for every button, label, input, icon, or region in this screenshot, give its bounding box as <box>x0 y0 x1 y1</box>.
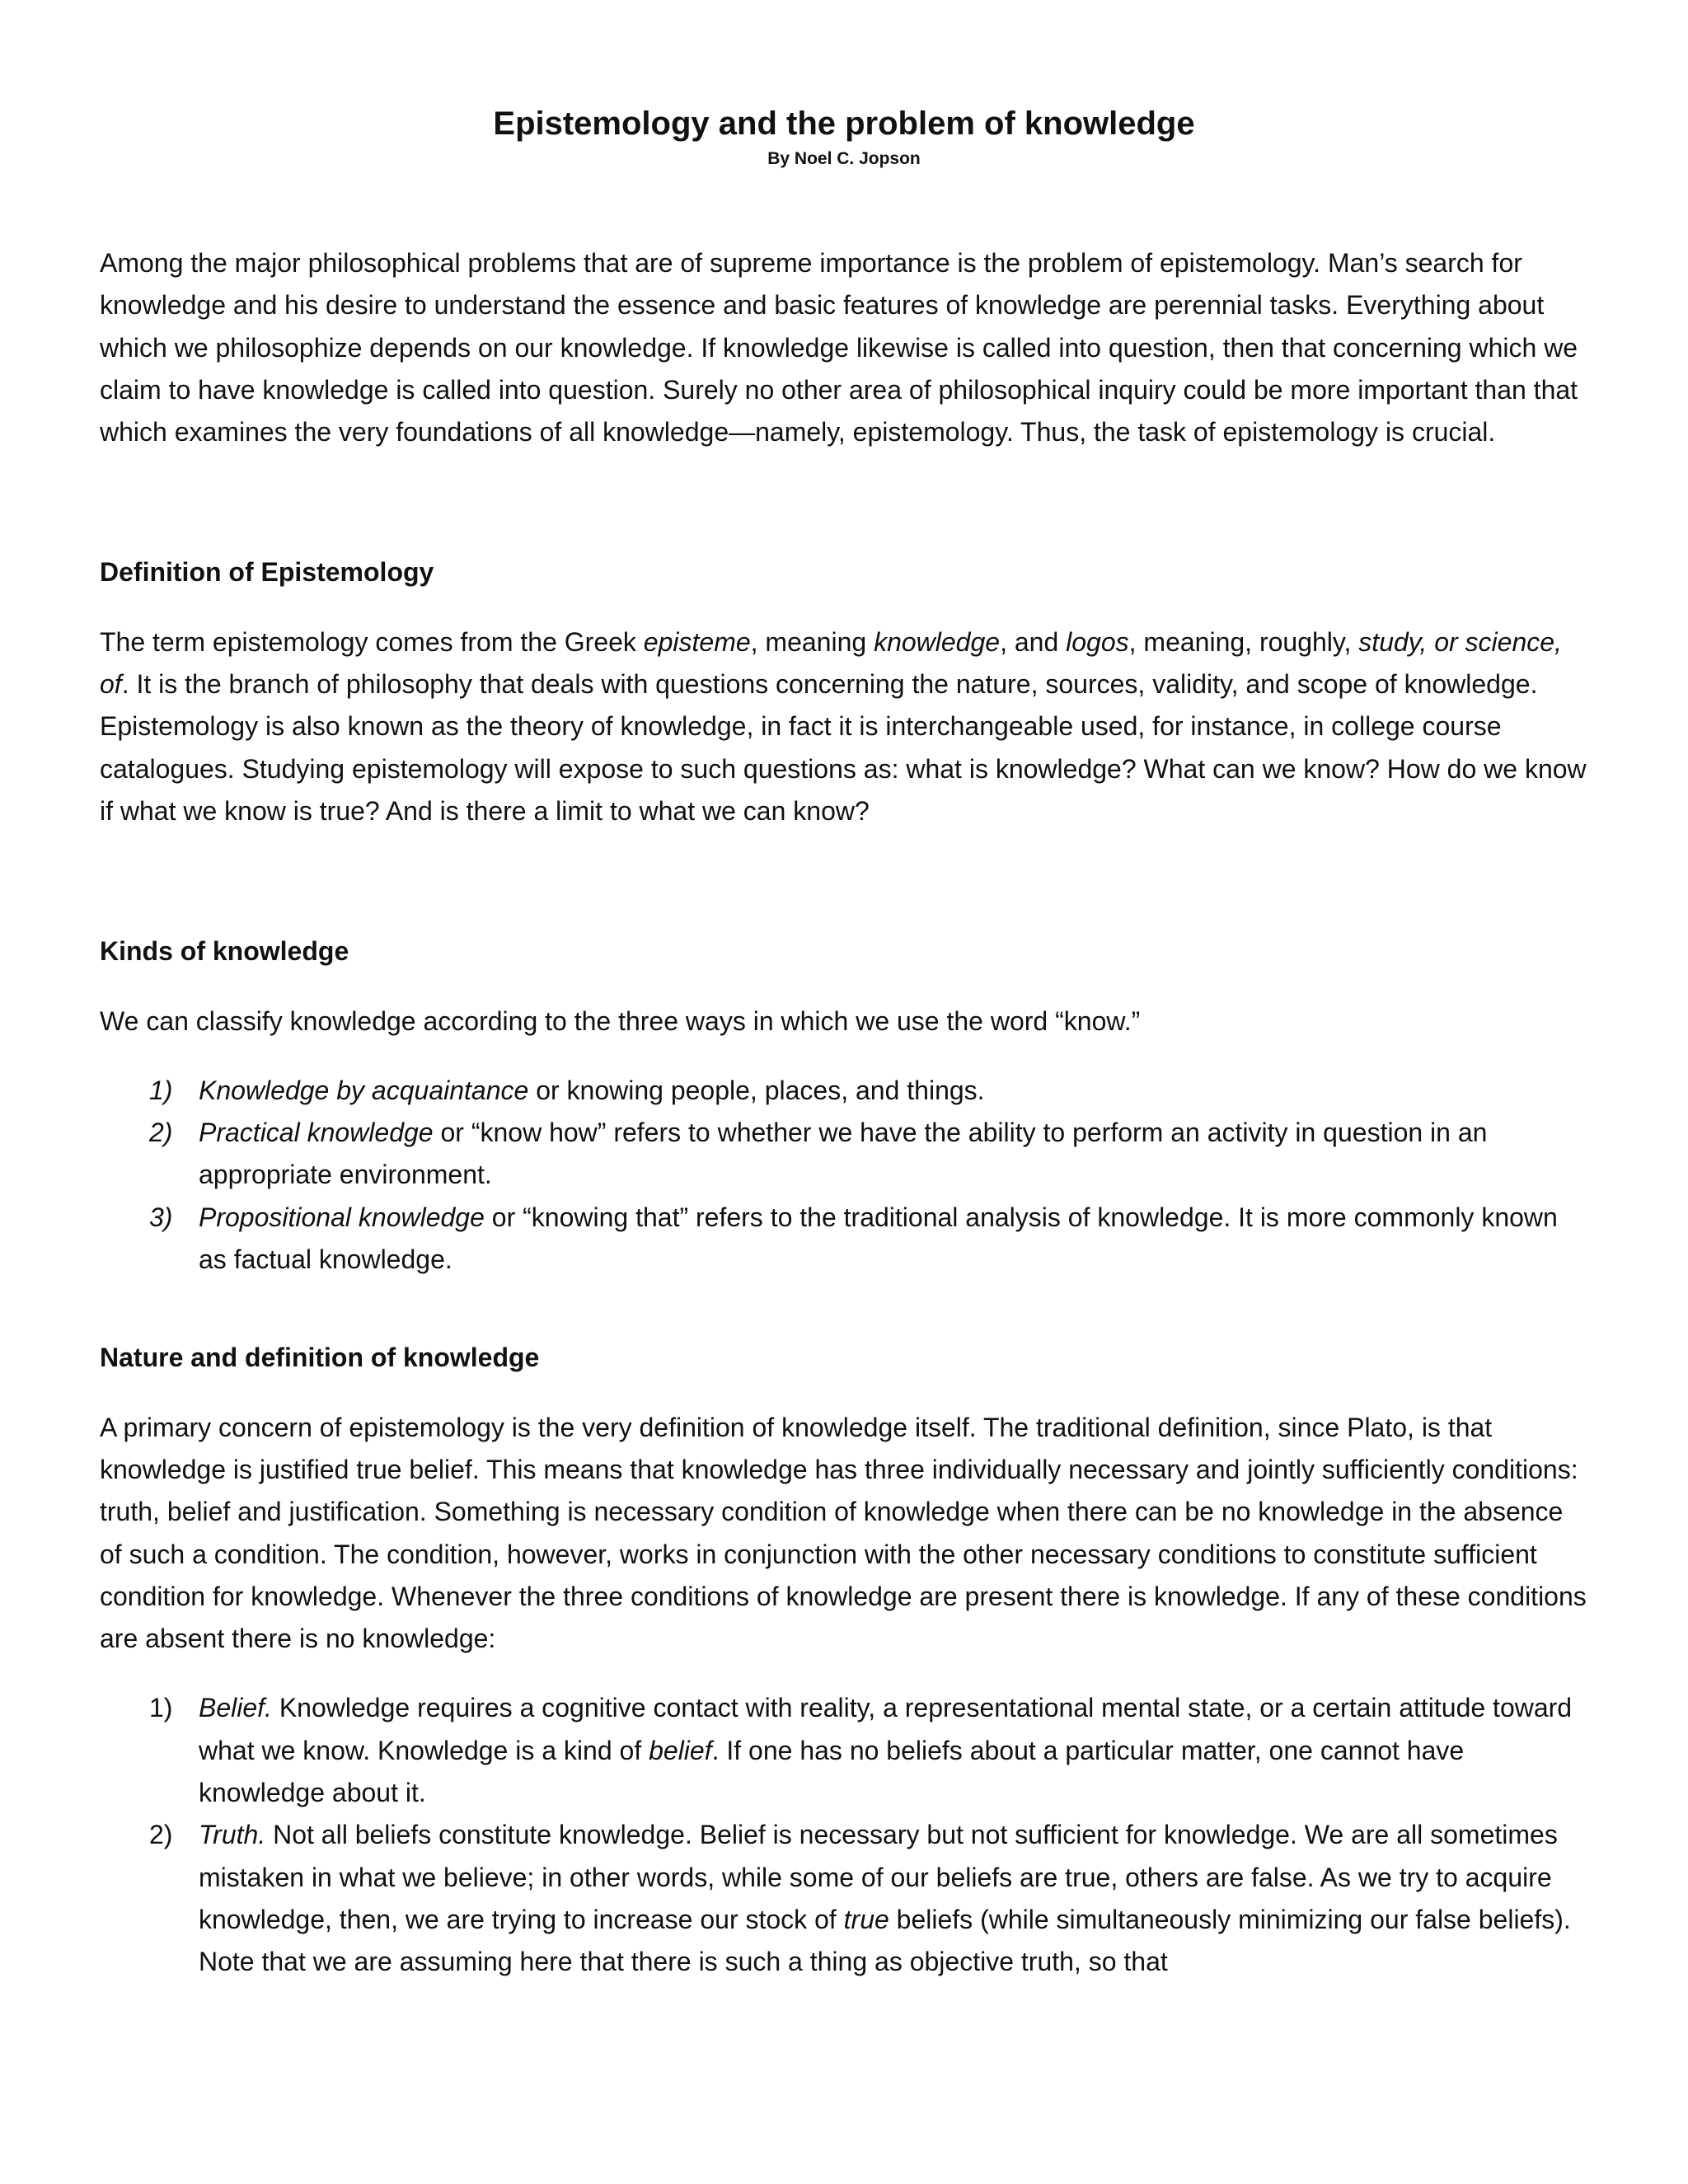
nature-paragraph: A primary concern of epistemology is the very definition of knowledge itself. The traditional definition, since Plato, is that knowledge is justified true belief. This means that knowledge has three individually necessary and jointly sufficiently conditions: truth, belief and justification. Something is necessary condition of knowledge when there can be no knowledge in the absence of such a condition. The condition, however, works in conjunction with the other necessary conditions to constitute sufficient condition for knowledge. Whenever the three conditions of knowledge are present there is knowledge. If any of these conditions are absent there is no knowledge: <box>100 1412 1587 1654</box>
list-item-term: Knowledge by acquaintance <box>199 1075 529 1105</box>
definition-text-4: , meaning, roughly, <box>1128 626 1359 657</box>
definition-term-episteme: episteme <box>643 626 751 657</box>
list-item-text: Knowledge requires a cognitive contact with reality, a representational mental state, or a certain attitude toward what we know. Knowledge is a kind of <box>199 1693 1573 1765</box>
definition-heading: Definition of Epistemology <box>100 557 434 588</box>
definition-text-5: . It is the branch of philosophy that deals with questions concerning the nature, sources, validity, and scope of knowledge. Epistemology is also known as the theory of knowledge, in fact it is interchangeable used, for instance, in college course catalogues. Studying epistemology will expose to such questions as: what is knowledge? What can we know? How do we know if what we know is true? And is there a limit to what we can know? <box>100 669 1587 826</box>
list-item-number: 2) <box>149 1118 173 1148</box>
nature-heading: Nature and definition of knowledge <box>100 1343 540 1373</box>
definition-text-2: , meaning <box>750 626 874 657</box>
definition-term-knowledge: knowledge <box>874 626 1001 657</box>
list-item <box>100 1687 1592 1814</box>
list-item-text: or “knowing that” refers to the traditional analysis of knowledge. It is more commonly known as factual knowledge. <box>199 1202 1558 1275</box>
list-item-text: Not all beliefs constitute knowledge. Belief is necessary but not sufficient for knowledge. We are all sometimes mistaken in what we believe; in other words, while some of our beliefs are true, others are false. As we try to acquire knowledge, then, we are trying to increase our stock of <box>199 1820 1558 1934</box>
document-body <box>100 242 1592 1984</box>
definition-term-logos: logos <box>1066 626 1129 657</box>
list-item-text: beliefs (while simultaneously minimizing our false beliefs). Note that we are assuming here that there is such a thing as objective truth, so that <box>199 1904 1571 1977</box>
kinds-heading: Kinds of knowledge <box>100 936 349 967</box>
definition-text-1: The term epistemology comes from the Greek <box>100 626 644 657</box>
list-item-text: or “know how” refers to whether we have the ability to perform an activity in question in an appropriate environment. <box>199 1118 1488 1190</box>
list-item-emphasis: belief <box>649 1735 712 1765</box>
list-item-term: Belief. <box>199 1693 272 1723</box>
list-item-text: or knowing people, places, and things. <box>528 1075 985 1105</box>
list-item <box>100 1112 1592 1197</box>
kinds-list <box>100 1070 1592 1281</box>
conditions-list <box>100 1687 1592 1983</box>
list-item-number: 1) <box>149 1075 173 1105</box>
definition-paragraph <box>100 621 1592 832</box>
list-item-text: . If one has no beliefs about a particular matter, one cannot have knowledge about it. <box>199 1735 1465 1808</box>
list-item-number: 1) <box>149 1693 173 1723</box>
list-item-emphasis: true <box>843 1904 889 1934</box>
list-item <box>100 1070 1592 1112</box>
list-item <box>100 1197 1592 1282</box>
list-item-number: 2) <box>149 1820 173 1850</box>
definition-text-3: , and <box>1000 626 1067 657</box>
list-item <box>100 1814 1592 1983</box>
list-item-term: Truth. <box>199 1820 266 1850</box>
author-byline: By Noel C. Jopson <box>767 149 921 168</box>
intro-paragraph: Among the major philosophical problems that are of supreme importance is the problem of epistemology. Man’s search for knowledge and his desire to understand the essence and basic features of knowledge are perennial tasks. Everything about which we philosophize depends on our knowledge. If knowledge likewise is called into question, then that concerning which we claim to have knowledge is called into question. Surely no other area of philosophical inquiry could be more important than that which examines the very foundations of all knowledge—namely, epistemology. Thus, the task of epistemology is crucial. <box>100 248 1578 448</box>
definition-term-study: study, or science, of <box>100 626 1562 700</box>
list-item-number: 3) <box>149 1202 173 1232</box>
list-item-term: Practical knowledge <box>199 1118 434 1148</box>
list-item-term: Propositional knowledge <box>199 1202 485 1232</box>
document-title: Epistemology and the problem of knowledge <box>493 105 1195 142</box>
kinds-intro: We can classify knowledge according to the three ways in which we use the word “know.” <box>100 1005 1141 1036</box>
